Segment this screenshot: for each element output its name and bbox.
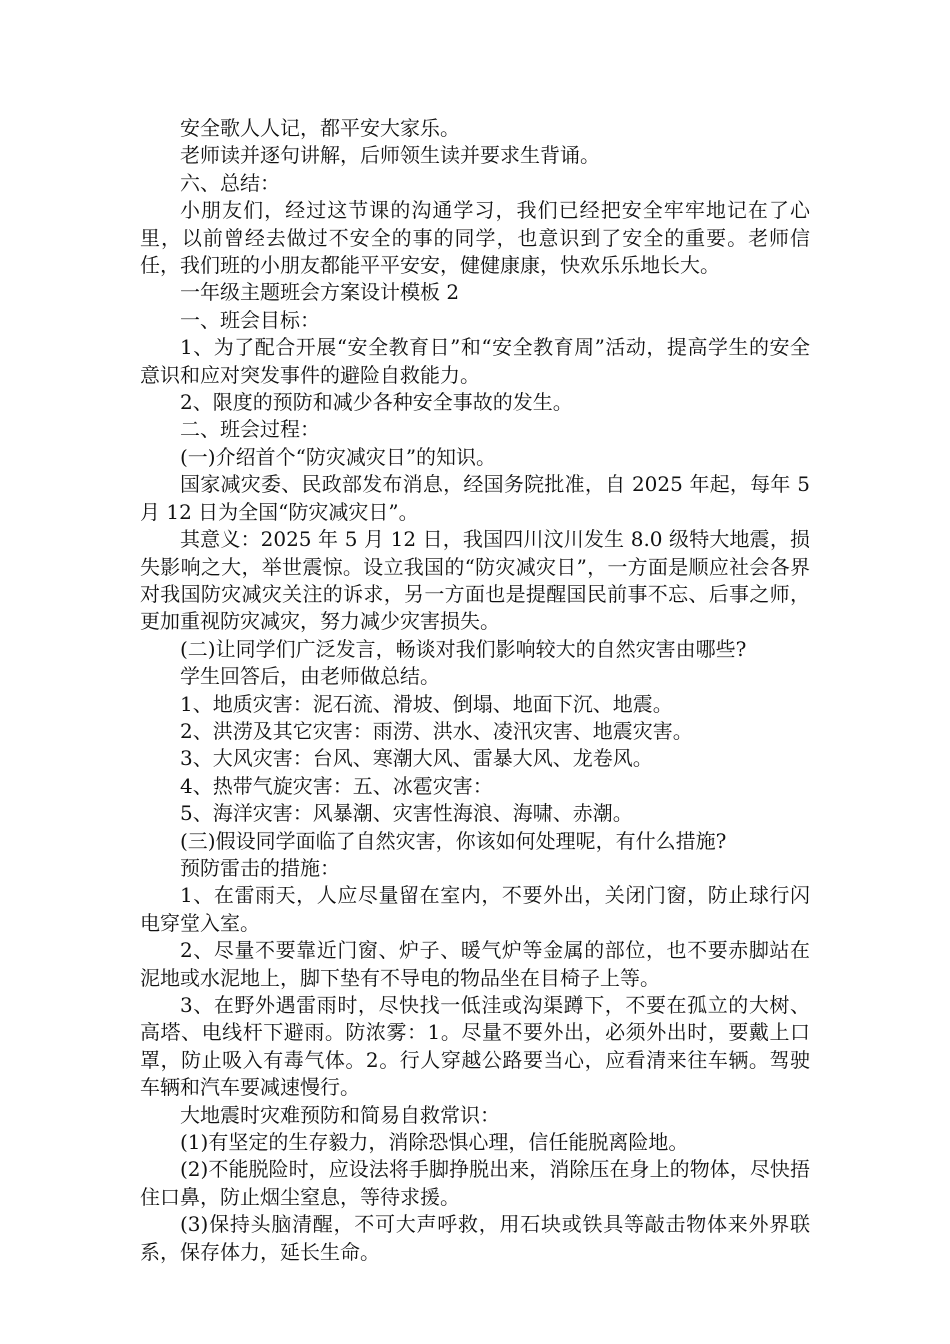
list-item: 1、地质灾害：泥石流、滑坡、倒塌、地面下沉、地震。 <box>180 691 673 716</box>
list-item: 4、热带气旋灾害：五、冰雹灾害： <box>180 773 493 798</box>
paragraph: 预防雷击的措施： <box>180 855 340 880</box>
list-item: 2、洪涝及其它灾害：雨涝、洪水、凌汛灾害、地震灾害。 <box>180 718 693 743</box>
list-item: 1、在雷雨天，人应尽量留在室内，不要外出，关闭门窗，防止球行闪电穿堂入室。 <box>140 883 810 935</box>
section-heading: 六、总结： <box>180 170 280 195</box>
list-item: (2)不能脱险时，应设法将手脚挣脱出来，消除压在身上的物体，尽快捂住口鼻，防止烟尘窒息，等待求援。 <box>140 1157 810 1209</box>
paragraph: (一)介绍首个“防灾减灾日”的知识。 <box>180 444 497 469</box>
section-heading: 二、班会过程： <box>180 417 320 442</box>
paragraph: 大地震时灾难预防和简易自救常识： <box>180 1102 500 1127</box>
list-item: (1)有坚定的生存毅力，消除恐惧心理，信任能脱离险地。 <box>180 1130 689 1155</box>
paragraph: 2、限度的预防和减少各种安全事故的发生。 <box>180 390 573 415</box>
paragraph: 小朋友们，经过这节课的沟通学习，我们已经把安全牢牢地记在了心里，以前曾经去做过不安全的事的同学，也意识到了安全的重要。老师信任，我们班的小朋友都能平平安安，健健康康，快欢乐乐地长大。 <box>140 198 810 278</box>
paragraph: (二)让同学们广泛发言，畅谈对我们影响较大的自然灾害由哪些? <box>180 636 747 661</box>
paragraph: 老师读并逐句讲解，后师领生读并要求生背诵。 <box>180 143 600 168</box>
list-item: (3)保持头脑清醒，不可大声呼救，用石块或铁具等敲击物体来外界联系，保存体力，延长生命。 <box>140 1212 810 1264</box>
list-item: 2、尽量不要靠近门窗、炉子、暖气炉等金属的部位，也不要赤脚站在泥地或水泥地上，脚下垫有不导电的物品坐在目椅子上等。 <box>140 938 810 990</box>
paragraph: 其意义：2025 年 5 月 12 日，我国四川汶川发生 8.0 级特大地震，损失影响之大，举世震惊。设立我国的“防灾减灾日”，一方面是顺应社会各界对我国防灾减灾关注的诉求，另一方面也是提醒国民前事不忘、后事之师，更加重视防灾减灾，努力减少灾害损失。 <box>140 527 810 634</box>
paragraph: (三)假设同学面临了自然灾害，你该如何处理呢，有什么措施? <box>180 828 727 853</box>
paragraph: 安全歌人人记，都平安大家乐。 <box>180 116 460 140</box>
document-title: 一年级主题班会方案设计模板 2 <box>180 280 460 305</box>
document-body <box>140 115 810 1266</box>
list-item: 3、在野外遇雷雨时，尽快找一低洼或沟渠蹲下，不要在孤立的大树、高塔、电线杆下避雨。防浓雾：1。尽量不要外出，必须外出时，要戴上口罩，防止吸入有毒气体。2。行人穿越公路要当心，应看清来往车辆。驾驶车辆和汽车要减速慢行。 <box>140 993 810 1100</box>
paragraph: 1、为了配合开展“安全教育日”和“安全教育周”活动，提高学生的安全意识和应对突发事件的避险自救能力。 <box>140 335 810 387</box>
list-item: 5、海洋灾害：风暴潮、灾害性海浪、海啸、赤潮。 <box>180 801 633 826</box>
list-item: 3、大风灾害：台风、寒潮大风、雷暴大风、龙卷风。 <box>180 746 653 771</box>
paragraph: 学生回答后，由老师做总结。 <box>180 664 440 689</box>
section-heading: 一、班会目标： <box>180 307 320 332</box>
paragraph: 国家减灾委、民政部发布消息，经国务院批准，自 2025 年起，每年 5 月 12 日为全国“防灾减灾日”。 <box>140 472 810 524</box>
